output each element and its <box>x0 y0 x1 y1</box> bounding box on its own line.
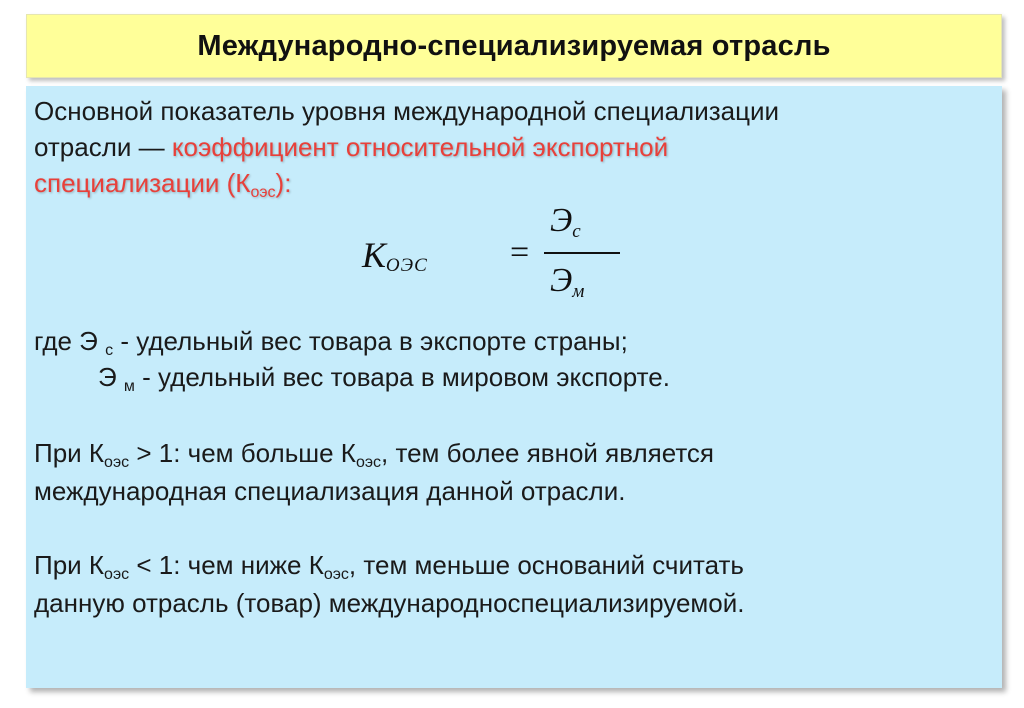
where-line-1-subscript: с <box>105 342 114 359</box>
highlight-term-part-1: коэффициент относительной экспортной <box>171 132 669 162</box>
para1-part-1: При К <box>34 438 105 468</box>
highlight-term-suffix: ): <box>275 168 292 198</box>
para1-subscript-1: оэс <box>104 454 130 471</box>
formula <box>362 202 662 312</box>
para1-line-1 <box>34 436 714 475</box>
formula-numerator-subscript: с <box>572 221 581 242</box>
where-line-2 <box>98 360 670 399</box>
formula-denominator-symbol: Э <box>550 262 573 299</box>
highlight-term-part-2: специализации (К <box>34 168 251 198</box>
para2-subscript-2: оэс <box>323 566 349 583</box>
para1-part-2: > 1: чем больше К <box>129 438 356 468</box>
para1-part-3: , тем более явной является <box>381 438 715 468</box>
para2-part-1: При К <box>34 550 105 580</box>
para2-part-2: < 1: чем ниже К <box>129 550 324 580</box>
formula-numerator <box>550 202 581 240</box>
highlight-term-subscript: оэс <box>250 184 276 201</box>
where-line-1-prefix: где Э <box>34 326 106 356</box>
highlight-term-line-2 <box>34 166 291 205</box>
formula-lhs-subscript: ОЭС <box>385 255 428 276</box>
fraction-line <box>544 252 620 254</box>
para2-subscript-1: оэс <box>104 566 130 583</box>
content-box <box>26 86 1002 688</box>
para2-part-3: , тем меньше оснований считать <box>348 550 744 580</box>
para1-line-2: международная специализация данной отрасли. <box>34 476 626 506</box>
formula-equals: = <box>510 234 530 271</box>
where-line-2-prefix: Э <box>98 362 124 392</box>
intro-line-2-prefix: отрасли — <box>34 132 172 162</box>
formula-denominator-subscript: м <box>572 281 585 302</box>
where-line-2-suffix: - удельный вес товара в мировом экспорте. <box>134 362 670 392</box>
where-line-1 <box>34 324 628 363</box>
para2-line-1 <box>34 548 744 587</box>
formula-lhs <box>362 234 428 276</box>
para2-line-2: данную отрасль (товар) международноспециализируемой. <box>34 588 745 618</box>
slide-title: Международно-специализируемая отрасль <box>197 29 831 62</box>
where-line-2-subscript: м <box>123 378 135 395</box>
formula-numerator-symbol: Э <box>550 202 573 239</box>
formula-denominator <box>550 262 584 300</box>
intro-line-1: Основной показатель уровня международной специализации <box>34 96 780 126</box>
formula-lhs-symbol: К <box>362 235 386 275</box>
para1-subscript-2: оэс <box>355 454 381 471</box>
title-bar <box>26 14 1002 78</box>
intro-line-2 <box>34 130 668 164</box>
where-line-1-suffix: - удельный вес товара в экспорте страны; <box>113 326 628 356</box>
